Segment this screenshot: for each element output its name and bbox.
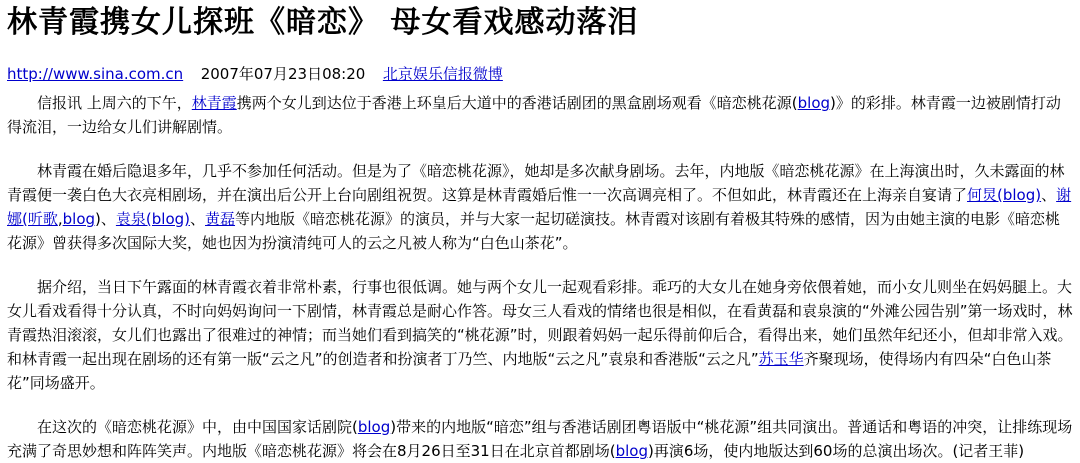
link-xie-na[interactable]: 谢娜 xyxy=(7,186,1072,228)
link-blog-anlian[interactable]: blog xyxy=(797,94,831,112)
p2-text-5: 、 xyxy=(190,210,206,228)
link-capital-theatre-blog[interactable]: blog xyxy=(615,442,648,460)
p1-text-2: 携两个女儿到达位于香港上环皇后大道中的香港话剧团的黑盒剧场观看《暗恋桃花源( xyxy=(236,94,798,112)
p2-text-2: 、 xyxy=(1041,186,1057,204)
p4-text-2: )带来的内地版“暗恋”组与香港话剧团粤语版中“桃花源”组共同演出。普通话和粤语的冲突，让排练现场充满了奇思妙想和阵阵笑声。内地版《暗恋桃花源》将会在8月26日至31日在北京首都剧场( xyxy=(7,418,1073,460)
source-name-link[interactable]: 北京娱乐信报微博 xyxy=(382,65,503,83)
article-title: 林青霞携女儿探班《暗恋》 母女看戏感动落泪 xyxy=(7,5,639,40)
link-he-jiong[interactable]: 何炅(blog) xyxy=(967,186,1042,204)
link-huang-lei[interactable]: 黄磊 xyxy=(205,210,236,228)
publish-datetime: 2007年07月23日08:20 xyxy=(200,65,366,83)
p2-text-3: , xyxy=(57,210,63,228)
link-listen-song[interactable]: (听歌 xyxy=(22,210,58,228)
article-meta xyxy=(7,65,1073,83)
p2-text-6: 等内地版《暗恋桃花源》的演员，并与大家一起切磋演技。林青霞对该剧有着极其特殊的感情，因为由她主演的电影《暗恋桃花源》曾获得多次国际大奖，她也因为扮演清纯可人的云之凡被人称为“白色山茶花”。 xyxy=(7,210,1061,252)
article-body xyxy=(7,91,1073,463)
p4-text-3: )再演6场，使内地版达到60场的总演出场次。(记者王菲) xyxy=(647,442,1025,460)
paragraph-2 xyxy=(7,159,1073,255)
p2-text-4: )、 xyxy=(95,210,116,228)
paragraph-1 xyxy=(7,91,1073,139)
p3-text-2: 齐聚现场，使得场内有四朵“白色山茶花”同场盛开。 xyxy=(7,350,1052,392)
link-xie-na-blog[interactable]: blog xyxy=(62,210,96,228)
p4-text-1: 在这次的《暗恋桃花源》中，由中国国家话剧院( xyxy=(37,418,358,436)
link-lin-qingxia[interactable]: 林青霞 xyxy=(191,94,237,112)
paragraph-3 xyxy=(7,275,1073,395)
p1-text-3: )》的彩排。林青霞一边被剧情打动得流泪，一边给女儿们讲解剧情。 xyxy=(7,94,1061,136)
link-yuan-quan[interactable]: 袁泉(blog) xyxy=(115,210,190,228)
link-su-yuhua[interactable]: 苏玉华 xyxy=(758,350,804,368)
link-national-theatre-blog[interactable]: blog xyxy=(357,418,391,436)
p2-text-1: 林青霞在婚后隐退多年，几乎不参加任何活动。但是为了《暗恋桃花源》，她却是多次献身剧场。去年，内地版《暗恋桃花源》在上海演出时，久未露面的林青霞便一袭白色大衣亮相剧场，并在演出后公开上台向剧组祝贺。这算是林青霞婚后惟一一次高调亮相了。不但如此，林青霞还在上海亲自宴请了 xyxy=(7,162,1065,204)
p1-text-1: 信报讯 上周六的下午， xyxy=(37,94,192,112)
p3-text-1: 据介绍，当日下午露面的林青霞衣着非常朴素，行事也很低调。她与两个女儿一起观看彩排。乖巧的大女儿在她身旁依偎着她，而小女儿则坐在妈妈腿上。大女儿看戏看得十分认真，不时向妈妈询问一下剧情，林青霞总是耐心作答。母女三人看戏的情绪也很是相似，在看黄磊和袁泉演的“外滩公园告别”第一场戏时，林青霞热泪滚滚，女儿们也露出了很难过的神情；而当她们看到搞笑的“桃花源”时，则跟着妈妈一起乐得前仰后合，看得出来，她们虽然年纪还小，但却非常入戏。和林青霞一起出现在剧场的还有第一版“云之凡”的创造者和扮演者丁乃竺、内地版“云之凡”袁泉和香港版“云之凡” xyxy=(7,278,1073,368)
source-url-link[interactable]: http://www.sina.com.cn xyxy=(7,65,184,83)
paragraph-4 xyxy=(7,415,1073,463)
